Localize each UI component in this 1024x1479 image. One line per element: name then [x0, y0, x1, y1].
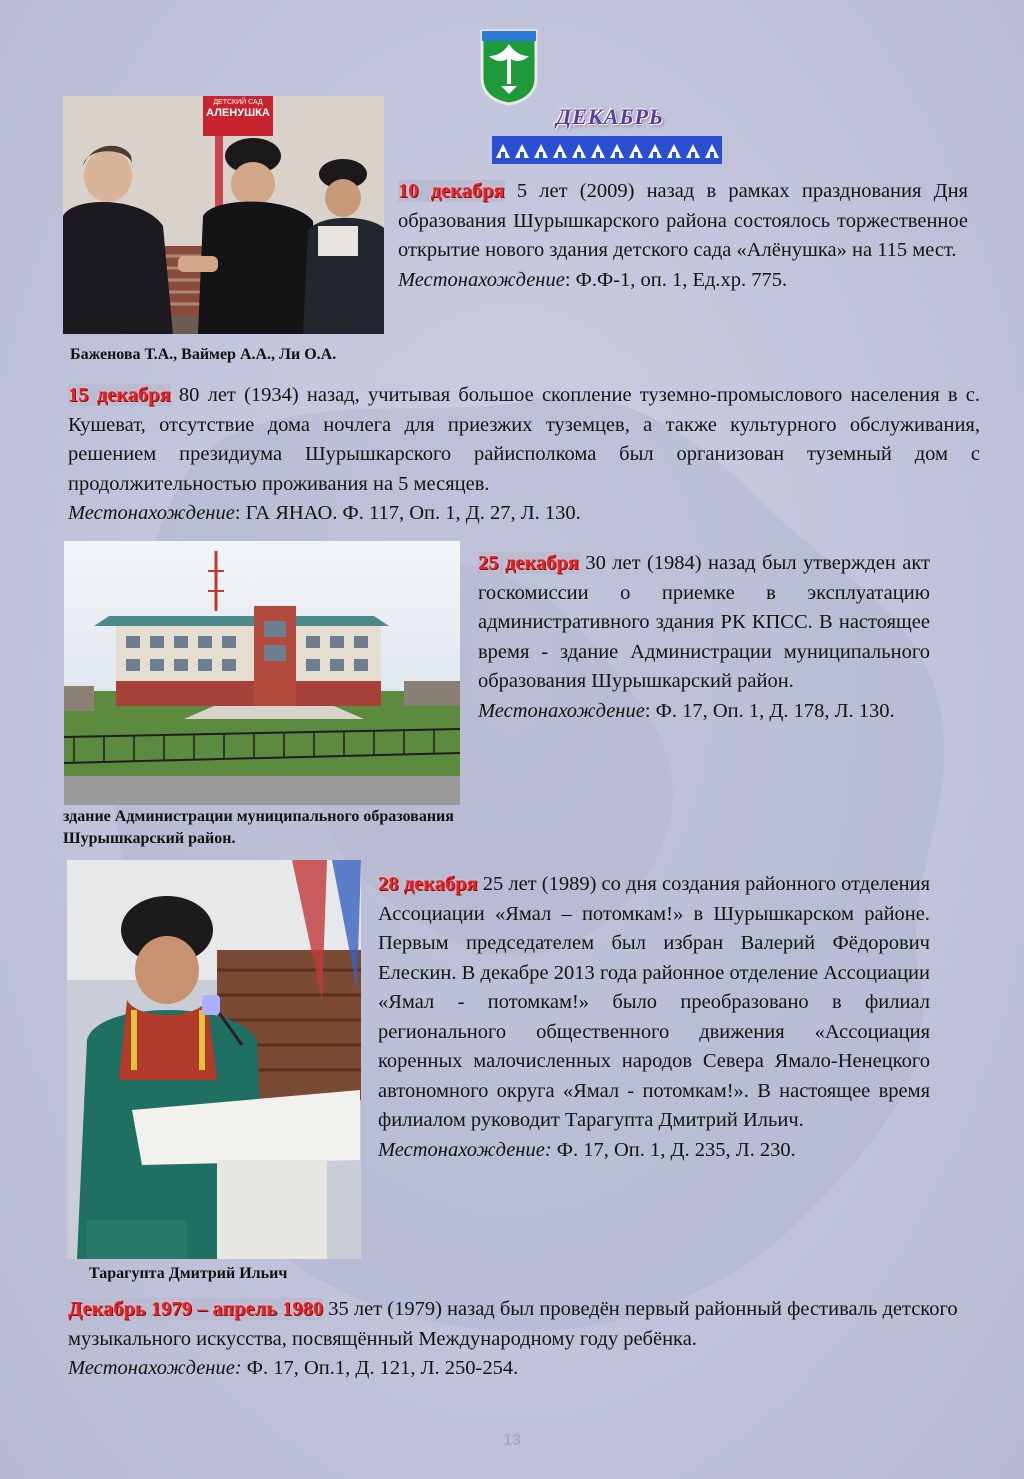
month-title: ДЕКАБРЬ — [556, 104, 664, 129]
entry-date: 15 декабря — [68, 384, 171, 406]
kindergarten-sign-name: АЛЕНУШКА — [206, 107, 270, 119]
photo-taragupta — [67, 860, 361, 1259]
location-label: Местонахождение — [478, 699, 645, 722]
location-value: Ф. 17, Оп. 1, Д. 235, Л. 230. — [551, 1138, 796, 1161]
photo-caption-taragupta: Тарагупта Дмитрий Ильич — [89, 1265, 288, 1282]
entry-text: 30 лет (1984) назад был утвержден акт госкомиссии о приемке в эксплуатацию административного здания РК КПСС. В настоящее время - здание Администрации муниципального образования Шурышкарский район. — [478, 552, 930, 692]
entry-dec-10 — [398, 177, 968, 295]
district-coat-of-arms-icon — [479, 28, 539, 106]
location-value: : ГА ЯНАО. Ф. 117, Оп. 1, Д. 27, Л. 130. — [234, 502, 581, 524]
entry-date: 10 декабря — [398, 180, 505, 202]
entry-dec-25 — [478, 549, 930, 726]
location-label: Местонахождение — [68, 502, 235, 524]
photo-kindergarten-opening — [63, 96, 384, 334]
location-value: Ф. 17, Оп.1, Д. 121, Л. 250-254. — [241, 1357, 519, 1379]
location-value: : Ф. 17, Оп. 1, Д. 178, Л. 130. — [644, 699, 895, 722]
ornament-band — [492, 136, 722, 164]
kindergarten-sign-title: ДЕТСКИЙ САД — [213, 99, 263, 106]
entry-date: Декабрь 1979 – апрель 1980 — [68, 1298, 324, 1320]
entry-dec-15 — [68, 381, 980, 529]
entry-text: 25 лет (1989) со дня создания районного отделения Ассоциации «Ямал – потомкам!» в Шурышкарском районе. Первым председателем был избран Валерий Фёдорович Елескин. В декабре 2013 года районное отделение Ассоциации «Ямал - потомкам!» было преобразовано в филиал регионального общественного движения «Ассоциация коренных малочисленных народов Севера Ямало-Ненецкого автономного округа «Ямал - потомкам!». В настоящее время филиалом руководит Тарагупта Дмитрий Ильич. — [378, 873, 930, 1131]
entry-dec-28 — [378, 870, 930, 1165]
page-number: 13 — [503, 1432, 521, 1449]
entry-date: 28 декабря — [378, 873, 478, 895]
entry-text: 80 лет (1934) назад, учитывая большое скопление туземно-промыслового населения в с. Кушеват, отсутствие дома ночлега для приезжих туземцев, а также культурного обслуживания, решением президиума Шурышкарского райисполкома был организован туземный дом с продолжительностью проживания на 5 месяцев. — [68, 384, 980, 495]
photo-administration-building — [64, 541, 460, 805]
entry-text: 35 лет (1979) назад был проведён первый районный фестиваль детского музыкального искусства, посвящённый Международному году ребёнка. — [68, 1298, 958, 1350]
location-label: Местонахождение — [398, 268, 565, 291]
location-label: Местонахождение: — [378, 1138, 552, 1161]
entry-dec-1979-apr-1980 — [68, 1295, 968, 1384]
location-label: Местонахождение: — [68, 1357, 242, 1379]
entry-text: 5 лет (2009) назад в рамках празднования Дня образования Шурышкарского района состоялось торжественное открытие нового здания детского сада «Алёнушка» на 115 мест. — [398, 180, 968, 261]
photo-caption-administration: здание Администрации муниципального образования Шурышкарский район. — [63, 808, 454, 847]
location-value: : Ф.Ф-1, оп. 1, Ед.хр. 775. — [564, 268, 788, 291]
photo-caption-kindergarten: Баженова Т.А., Ваймер А.А., Ли О.А. — [70, 346, 337, 363]
entry-date: 25 декабря — [478, 552, 579, 574]
